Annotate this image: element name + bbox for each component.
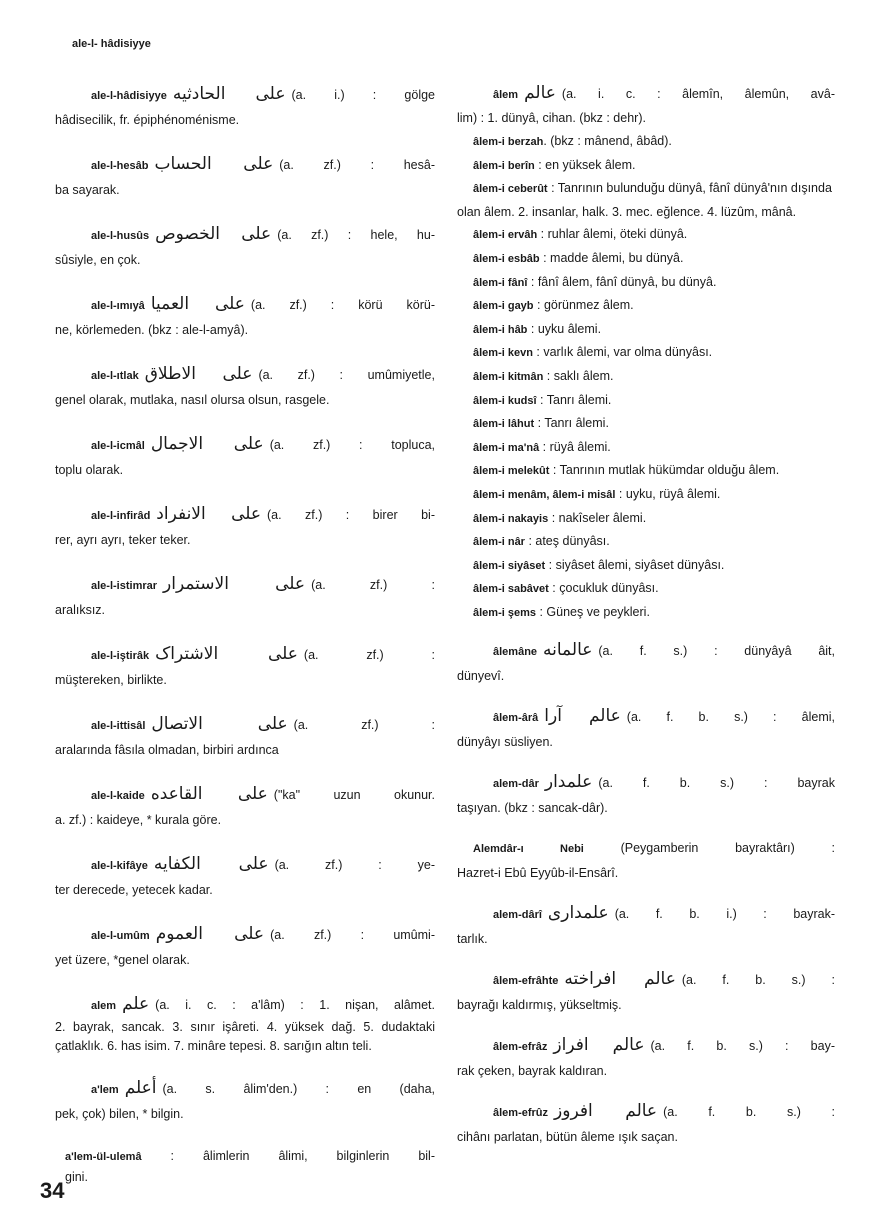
compound-entry bbox=[457, 483, 835, 507]
arabic-script: علی الاستمرار bbox=[163, 574, 306, 594]
arabic-script: علی الکفایه bbox=[153, 854, 269, 874]
entry-headword: ale-l-ıtlak bbox=[91, 370, 139, 382]
left-column bbox=[55, 82, 435, 1207]
dictionary-entry bbox=[55, 572, 435, 622]
compound-headword: âlem-i nâr bbox=[473, 536, 525, 549]
dictionary-entry bbox=[457, 638, 835, 688]
compound-headword: âlem-i nakayis bbox=[473, 512, 549, 525]
arabic-script: علی الخصوص bbox=[155, 224, 272, 244]
compound-definition: : siyâset âlemi, siyâset dünyâsı. bbox=[545, 557, 725, 572]
arabic-script: علی العموم bbox=[155, 924, 265, 944]
dictionary-entry bbox=[55, 292, 435, 342]
entry-definition: ter derecede, yetecek kadar. bbox=[55, 883, 213, 897]
entry-definition: ba sayarak. bbox=[55, 183, 120, 197]
entry-headword: ale-l-hâdisiyye bbox=[91, 90, 167, 102]
compound-headword: âlem-i sabâvet bbox=[473, 583, 549, 596]
dictionary-entry bbox=[55, 782, 435, 832]
entry-grammar: (a. zf.) : bbox=[293, 718, 435, 732]
entry-grammar: ("ka" uzun okunur. bbox=[273, 788, 435, 802]
compound-headword: âlem-i hâb bbox=[473, 323, 528, 336]
entry-grammar: (a. f. b. s.) : âlemi, bbox=[626, 710, 835, 725]
compound-definition: : fânî âlem, fânî dünyâ, bu dünyâ. bbox=[527, 274, 717, 289]
dictionary-entry bbox=[457, 704, 835, 754]
compound-headword: âlem-i menâm, âlem-i misâl bbox=[473, 488, 616, 501]
entry-headword: a'lem-ül-ulemâ bbox=[65, 1151, 142, 1163]
entry-grammar: (Peygamberin bayraktârı) : bbox=[620, 841, 835, 856]
entry-headword: ale-l-ımıyâ bbox=[91, 300, 145, 312]
compound-headword: âlem-i ma'nâ bbox=[473, 441, 540, 454]
entry-headword: Alemdâr-ı Nebi bbox=[473, 843, 584, 856]
entry-headword: âlemâne bbox=[493, 646, 538, 659]
entry-headword: âlem-efrûz bbox=[493, 1107, 549, 1120]
arabic-script: علی الاطلاق bbox=[144, 364, 253, 384]
entry-headword: ale-l-husûs bbox=[91, 230, 150, 242]
entry-grammar: (a. zf.) : ye- bbox=[274, 858, 436, 872]
entry-grammar: (a. zf.) : umûmi- bbox=[270, 928, 435, 942]
dictionary-entry bbox=[55, 922, 435, 972]
arabic-script: علی الحساب bbox=[154, 154, 274, 174]
compound-definition: : saklı âlem. bbox=[543, 368, 614, 383]
entry-headword: ale-l-kaide bbox=[91, 790, 145, 802]
entry-headword: alem-dâr bbox=[493, 778, 539, 791]
compound-definition: : madde âlemi, bu dünyâ. bbox=[539, 250, 684, 265]
compound-entry bbox=[457, 223, 835, 247]
compound-headword: âlem-i şems bbox=[473, 606, 536, 619]
compound-entry bbox=[457, 318, 835, 342]
entry-grammar: (a. zf.) : hesâ- bbox=[279, 158, 435, 172]
arabic-script: علم bbox=[122, 994, 150, 1014]
compound-definition: : Güneş ve peykleri. bbox=[535, 604, 650, 619]
arabic-script: علی الاشتراک bbox=[155, 644, 298, 664]
compound-definition: : uyku, rüyâ âlemi. bbox=[615, 486, 721, 501]
compound-definition: : Tanrı âlemi. bbox=[536, 392, 612, 407]
dictionary-entry bbox=[55, 432, 435, 482]
compound-entry bbox=[457, 271, 835, 295]
compound-entry bbox=[457, 530, 835, 554]
entry-grammar: (a. f. s.) : dünyâyâ âit, bbox=[598, 644, 835, 659]
entry-grammar: (a. zf.) : umûmiyetle, bbox=[258, 368, 435, 382]
running-head: ale-l- hâdisiyye bbox=[72, 38, 151, 50]
compound-headword: âlem-i siyâset bbox=[473, 559, 546, 572]
entry-definition: a. zf.) : kaideye, * kurala göre. bbox=[55, 813, 222, 827]
entry-headword: ale-l-iştirâk bbox=[91, 650, 150, 662]
entry-definition: sûsiyle, en çok. bbox=[55, 253, 141, 267]
compound-definition: . (bkz : mânend, âbâd). bbox=[543, 134, 672, 148]
compound-entry bbox=[457, 130, 835, 154]
entry-grammar: (a. zf.) : körü körü- bbox=[250, 298, 435, 312]
dictionary-entry bbox=[457, 901, 835, 951]
entry-definition: aralarında fâsıla olmadan, birbiri ardınca bbox=[55, 743, 279, 757]
arabic-script: عالمانه bbox=[543, 640, 593, 661]
compound-definition: : en yüksek âlem. bbox=[534, 157, 636, 172]
entry-grammar: (a. i.) : gölge bbox=[291, 88, 435, 102]
entry-definition: genel olarak, mutlaka, nasıl olursa olsun, rasgele. bbox=[55, 393, 330, 407]
compound-headword: âlem-i kitmân bbox=[473, 370, 544, 383]
arabic-script: علمداری bbox=[547, 903, 609, 924]
entry-headword: âlem-efrâz bbox=[493, 1041, 548, 1054]
compound-headword: âlem-i kevn bbox=[473, 347, 533, 360]
compound-definition: : çocukluk dünyâsı. bbox=[548, 581, 659, 596]
compound-list bbox=[457, 130, 835, 624]
compound-headword: âlem-i kudsî bbox=[473, 394, 537, 407]
entry-definition: 2. bayrak, sancak. 3. sınır işâreti. 4. yüksek dağ. 5. dudaktaki çatlaklık. 6. has isim. 7. minâre tepesi. 8. sarığın altın teli. bbox=[55, 1020, 435, 1053]
arabic-script: علمدار bbox=[544, 772, 593, 793]
arabic-script: عالم bbox=[524, 83, 556, 103]
entry-headword: alem bbox=[91, 1000, 117, 1012]
entry-headword: ale-l-umûm bbox=[91, 930, 150, 942]
entry-headword: alem-dârî bbox=[493, 909, 542, 922]
arabic-script: عالم آرا bbox=[544, 706, 621, 727]
arabic-script: عالم افروز bbox=[554, 1101, 658, 1122]
entry-definition: bayrağı kaldırmış, yükseltmiş. bbox=[457, 998, 622, 1013]
entry-grammar: : âlimlerin âlimi, bilginlerin bil- bbox=[170, 1149, 435, 1163]
compound-definition: : ateş dünyâsı. bbox=[524, 534, 610, 549]
compound-entry bbox=[457, 177, 835, 223]
compound-headword: âlem-i melekût bbox=[473, 465, 550, 478]
compound-entry bbox=[457, 294, 835, 318]
entry-definition: tarlık. bbox=[457, 932, 488, 947]
entry-grammar: (a. f. b. s.) : bay- bbox=[650, 1039, 836, 1054]
compound-definition: : Tanrının mutlak hükümdar olduğu âlem. bbox=[549, 463, 780, 478]
entry-definition: yet üzere, *genel olarak. bbox=[55, 953, 190, 967]
entry-grammar: (a. zf.) : hele, hu- bbox=[277, 228, 435, 242]
entry-headword: âlem-efrâhte bbox=[493, 975, 559, 988]
entry-headword: ale-l-infirâd bbox=[91, 510, 151, 522]
arabic-script: علی العمیا bbox=[150, 294, 245, 314]
dictionary-entry bbox=[55, 992, 435, 1056]
dictionary-entry bbox=[55, 362, 435, 412]
entry-definition: rer, ayrı ayrı, teker teker. bbox=[55, 533, 191, 547]
entry-definition: dünyevî. bbox=[457, 669, 505, 684]
arabic-script: عالم افراخته bbox=[564, 969, 676, 990]
arabic-script: علی الاتصال bbox=[151, 714, 288, 734]
compound-definition: : uyku âlemi. bbox=[527, 321, 602, 336]
compound-definition: : varlık âlemi, var olma dünyâsı. bbox=[532, 345, 713, 360]
page-number: 34 bbox=[40, 1178, 65, 1203]
entry-definition: müştereken, birlikte. bbox=[55, 673, 167, 687]
entry-grammar: (a. f. b. s.) : bayrak bbox=[598, 776, 835, 791]
entry-definition: toplu olarak. bbox=[55, 463, 124, 477]
dictionary-entry bbox=[457, 836, 835, 885]
compound-definition: : Tanrının bulunduğu dünyâ, fânî dünyâ'nın dışında olan âlem. 2. insanlar, halk. 3. mec. eğlence. 4. lüzûm, mânâ. bbox=[457, 181, 832, 219]
compound-headword: âlem-i fânî bbox=[473, 276, 528, 289]
compound-entry bbox=[457, 247, 835, 271]
entry-definition: ne, körlemeden. (bkz : ale-l-amyâ). bbox=[55, 323, 249, 337]
entry-grammar: (a. i. c. : a'lâm) : 1. nişan, alâmet. bbox=[155, 998, 435, 1012]
compound-entry bbox=[457, 577, 835, 601]
compound-entry bbox=[457, 389, 835, 413]
entry-headword: âlem bbox=[493, 89, 519, 101]
compound-headword: âlem-i berîn bbox=[473, 159, 535, 172]
entry-definition: gini. bbox=[65, 1170, 88, 1184]
entry-definition: rak çeken, bayrak kaldıran. bbox=[457, 1064, 608, 1079]
compound-entry bbox=[457, 341, 835, 365]
compound-headword: âlem-i ceberût bbox=[473, 183, 548, 196]
compound-definition: : görünmez âlem. bbox=[533, 298, 634, 313]
entry-definition: pek, çok) bilen, * bilgin. bbox=[55, 1107, 184, 1121]
arabic-script: عالم افراز bbox=[553, 1035, 645, 1056]
dictionary-entry bbox=[457, 1099, 835, 1149]
compound-entry bbox=[457, 365, 835, 389]
compound-entry bbox=[457, 554, 835, 578]
entry-grammar: (a. zf.) : topluca, bbox=[269, 438, 435, 452]
dictionary-entry bbox=[55, 502, 435, 552]
entry-definition: dünyâyı süsliyen. bbox=[457, 735, 553, 750]
right-column bbox=[457, 82, 835, 1165]
compound-entry bbox=[457, 412, 835, 436]
dictionary-entry bbox=[55, 1146, 435, 1187]
entry-headword: ale-l-kifâye bbox=[91, 860, 148, 872]
compound-headword: âlem-i esbâb bbox=[473, 252, 540, 265]
entry-grammar: (a. zf.) : birer bi- bbox=[267, 508, 435, 522]
entry-grammar: (a. zf.) : bbox=[311, 578, 435, 592]
compound-definition: : ruhlar âlemi, öteki dünyâ. bbox=[537, 227, 688, 242]
arabic-script: علی الانفراد bbox=[156, 504, 262, 524]
entry-definition: cihânı parlatan, bütün âleme ışık saçan. bbox=[457, 1130, 678, 1145]
dictionary-entry bbox=[457, 82, 835, 130]
compound-entry bbox=[457, 459, 835, 483]
compound-headword: âlem-i gayb bbox=[473, 300, 534, 313]
entry-grammar: (a. i. c. : âlemîn, âlemûn, avâ- bbox=[561, 87, 835, 101]
arabic-script: علی الاجمال bbox=[150, 434, 264, 454]
dictionary-entry bbox=[55, 852, 435, 902]
compound-entry bbox=[457, 507, 835, 531]
dictionary-entry bbox=[55, 712, 435, 762]
entry-definition: aralıksız. bbox=[55, 603, 106, 617]
entry-grammar: (a. f. b. s.) : bbox=[681, 973, 835, 988]
compound-entry bbox=[457, 436, 835, 460]
compound-headword: âlem-i lâhut bbox=[473, 418, 535, 431]
dictionary-entry bbox=[55, 222, 435, 272]
entry-headword: ale-l-icmâl bbox=[91, 440, 145, 452]
entry-definition: lim) : 1. dünyâ, cihan. (bkz : dehr). bbox=[457, 111, 646, 125]
dictionary-entry bbox=[55, 1076, 435, 1126]
entry-grammar: (a. f. b. s.) : bbox=[663, 1105, 835, 1120]
arabic-script: علی القاعده bbox=[150, 784, 268, 804]
entry-grammar: (a. zf.) : bbox=[303, 648, 435, 662]
compound-entry bbox=[457, 154, 835, 178]
compound-entry bbox=[457, 601, 835, 625]
dictionary-entry bbox=[457, 967, 835, 1017]
entry-headword: ale-l-ittisâl bbox=[91, 720, 146, 732]
entry-headword: a'lem bbox=[91, 1084, 119, 1096]
dictionary-entry bbox=[457, 770, 835, 820]
entry-headword: ale-l-hesâb bbox=[91, 160, 149, 172]
arabic-script: أعلم bbox=[124, 1078, 157, 1098]
dictionary-entry bbox=[55, 152, 435, 202]
dictionary-entry bbox=[55, 82, 435, 132]
compound-definition: : rüyâ âlemi. bbox=[539, 439, 611, 454]
entry-definition: Hazret-i Ebû Eyyûb-il-Ensârî. bbox=[457, 866, 619, 881]
entry-grammar: (a. s. âlim'den.) : en (daha, bbox=[162, 1082, 435, 1096]
arabic-script: علی الحادثیه bbox=[172, 84, 286, 104]
entry-definition: taşıyan. (bkz : sancak-dâr). bbox=[457, 801, 608, 816]
compound-definition: : nakîseler âlemi. bbox=[548, 510, 647, 525]
compound-headword: âlem-i ervâh bbox=[473, 229, 538, 242]
entry-headword: ale-l-istimrar bbox=[91, 580, 158, 592]
dictionary-entry bbox=[457, 1033, 835, 1083]
compound-headword: âlem-i berzah bbox=[473, 136, 544, 148]
entry-headword: âlem-ârâ bbox=[493, 712, 539, 725]
dictionary-entry bbox=[55, 642, 435, 692]
entry-grammar: (a. f. b. i.) : bayrak- bbox=[614, 907, 835, 922]
compound-definition: : Tanrı âlemi. bbox=[534, 416, 609, 431]
entry-definition: hâdisecilik, fr. épiphénoménisme. bbox=[55, 113, 240, 127]
